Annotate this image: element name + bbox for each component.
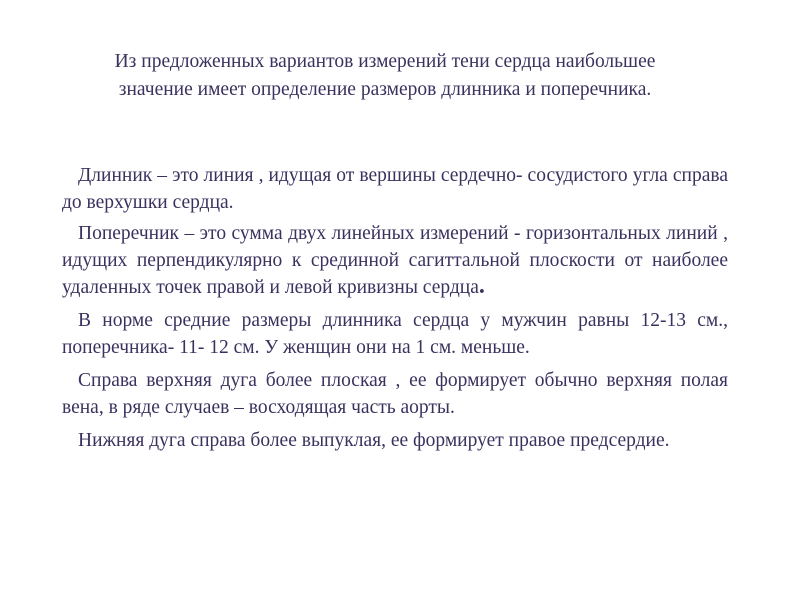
paragraph-end-mark: . bbox=[478, 273, 485, 299]
paragraph-text: В норме средние размеры длинника сердца у мужчин равны 12-13 см., поперечника- 11- 12 см. У женщин они на 1 см. меньше. bbox=[62, 310, 728, 358]
title-line-1: Из предложенных вариантов измерений тени сердца наибольшее bbox=[114, 51, 656, 72]
slide-body bbox=[62, 162, 728, 460]
slide-title bbox=[60, 48, 710, 104]
paragraph-text: Справа верхняя дуга более плоская , ее формирует обычно верхняя полая вена, в ряде случаев – восходящая часть аорты. bbox=[62, 370, 728, 418]
paragraph-text: Длинник – это линия , идущая от вершины сердечно- сосудистого угла справа до верхушки сердца. bbox=[62, 165, 728, 213]
paragraph-normal-sizes bbox=[62, 307, 728, 361]
paragraph-text: Поперечник – это сумма двух линейных измерений - горизонтальных линий , идущих перпендикулярно к срединной сагиттальной плоскости от наиболее удаленных точек правой и левой кривизны сердца bbox=[62, 223, 728, 298]
title-line-2: значение имеет определение размеров длинника и поперечника. bbox=[118, 79, 652, 100]
paragraph-text: Нижняя дуга справа более выпуклая, ее формирует правое предсердие. bbox=[78, 430, 670, 451]
paragraph-width-definition bbox=[62, 220, 728, 301]
paragraph-lower-right-arc bbox=[62, 427, 728, 454]
paragraph-length-definition bbox=[62, 162, 728, 216]
paragraph-upper-right-arc bbox=[62, 367, 728, 421]
